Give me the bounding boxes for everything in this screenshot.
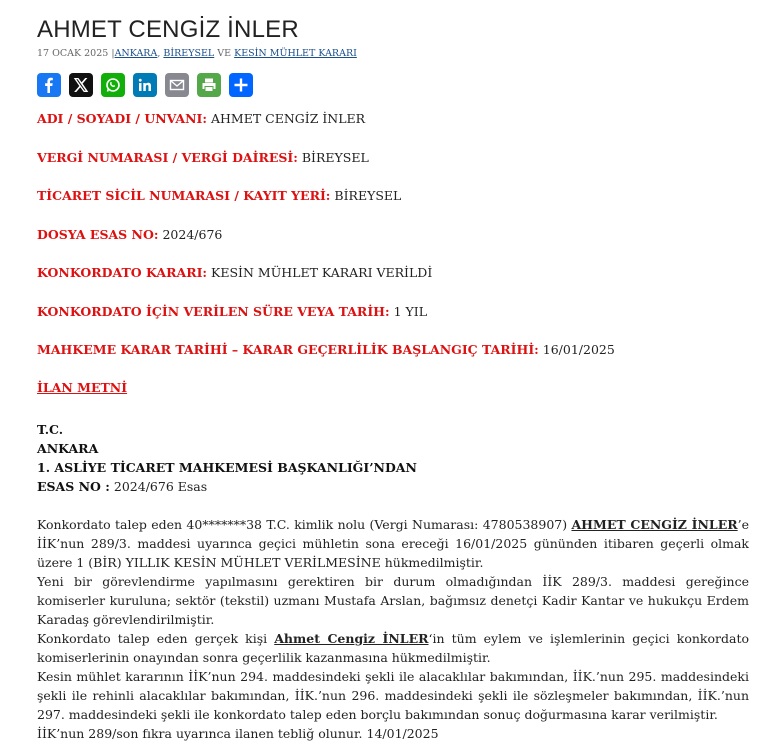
category-link-bireysel[interactable]: BİREYSEL: [163, 48, 215, 59]
announcement-heading: İLAN METNİ: [37, 380, 128, 395]
meta-separator: |: [111, 48, 115, 59]
paragraph: Yeni bir görevlendirme yapılmasını gerektiren bir durum olmadığından İİK 289/3. maddesi gereğince komiserler kuruluna; sektör (tekstil) uzmanı Mustafa Arslan, bağımsız denetçi Kadir Kantar ve hukukçu Erdem Karadaş görevlendirilmiştir.: [37, 574, 749, 627]
field-registry: TİCARET SİCİL NUMARASI / KAYIT YERİ: BİREYSEL: [37, 188, 402, 203]
share-icon[interactable]: [229, 73, 253, 97]
linkedin-icon[interactable]: [133, 73, 157, 97]
court-header: T.C. ANKARA 1. ASLİYE TİCARET MAHKEMESİ BAŞKANLIĞI’NDAN ESAS NO : 2024/676 Esas: [37, 422, 417, 494]
page-title: AHMET CENGİZ İNLER: [37, 16, 299, 43]
field-list: [37, 111, 749, 381]
paragraph: Konkordato talep eden 40*******38 T.C. kimlik nolu (Vergi Numarası: 4780538907) AHMET CENGİZ İNLER’e İİK’nun 289/3. maddesi uyarınca geçici mühletin sona ereceği 16/01/2025 gününden itibaren geçerli olmak üzere 1 (BİR) YILLIK KESİN MÜHLET VERİLMESİNE hükmedilmiştir.: [37, 517, 749, 570]
post-date: 17 OCAK 2025: [37, 48, 109, 59]
field-decision: KONKORDATO KARARI: KESİN MÜHLET KARARI VERİLDİ: [37, 265, 433, 280]
field-tax: VERGİ NUMARASI / VERGİ DAİRESİ: BİREYSEL: [37, 149, 369, 165]
field-name: ADI / SOYADI / UNVANI: AHMET CENGİZ İNLER: [37, 111, 366, 126]
field-decision-date: MAHKEME KARAR TARİHİ – KARAR GEÇERLİLİK BAŞLANGIÇ TARİHİ: 16/01/2025: [37, 342, 615, 357]
facebook-icon[interactable]: [37, 73, 61, 97]
paragraph: Konkordato talep eden gerçek kişi Ahmet Cengiz İNLER‘in tüm eylem ve işlemlerinin geçici konkordato komiserlerinin onayından sonra geçerlilik kazanmasına hükmedilmiştir.: [37, 631, 749, 665]
category-link-kesin-muhlet[interactable]: KESİN MÜHLET KARARI: [234, 48, 357, 59]
category-link-ankara[interactable]: ANKARA: [114, 48, 158, 59]
field-case-no: DOSYA ESAS NO: 2024/676: [37, 226, 223, 242]
article: [37, 14, 749, 743]
paragraph: Kesin mühlet kararının İİK’nun 294. maddesindeki şekli ile alacaklılar bakımından, İİK.’nun 295. maddesindeki şekli ile rehinli alacaklılar bakımından, İİK.’nun 296. maddesindeki şekli ile sözleşmeler bakımından, İİK.’nun 297. maddesindeki şekli ile konkordato talep eden borçlu bakımından sonuç doğurmasına karar verilmiştir.: [37, 669, 749, 722]
print-icon[interactable]: [197, 73, 221, 97]
email-icon[interactable]: [165, 73, 189, 97]
whatsapp-icon[interactable]: [101, 73, 125, 97]
share-bar: [37, 73, 749, 97]
announcement-body: [37, 515, 749, 743]
x-icon[interactable]: [69, 73, 93, 97]
field-duration: KONKORDATO İÇİN VERİLEN SÜRE VEYA TARİH: 1 YIL: [37, 303, 428, 319]
paragraph: İİK’nun 289/son fıkra uyarınca ilanen tebliğ olunur. 14/01/2025: [37, 726, 439, 741]
post-meta: 17 OCAK 2025 |ANKARA, BİREYSEL VE KESİN MÜHLET KARARI: [37, 48, 357, 59]
